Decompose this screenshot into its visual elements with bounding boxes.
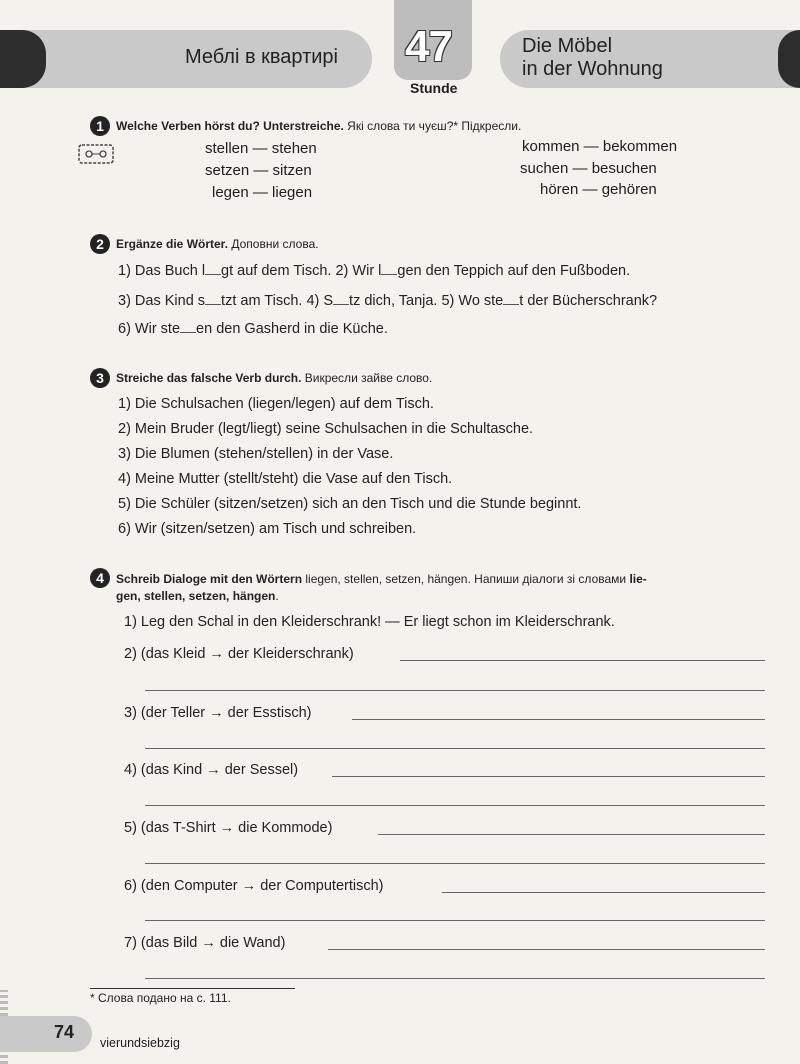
ex4-item-3: 3) (der Teller → der Esstisch) xyxy=(124,705,312,721)
answer-line[interactable] xyxy=(378,834,765,835)
ex3-item-5: 5) Die Schüler (sitzen/setzen) sich an den Tisch und die Stunde beginnt. xyxy=(118,496,582,512)
title-ukrainian: Меблі в квартирі xyxy=(184,46,338,68)
ex1-pair-left-1: stellen — stehen xyxy=(205,140,317,157)
footnote-divider xyxy=(90,988,295,989)
ex1-pair-right-1: kommen — bekommen xyxy=(522,138,678,155)
answer-line[interactable] xyxy=(442,892,765,893)
title-german-line2: in der Wohnung xyxy=(522,58,663,80)
blank[interactable] xyxy=(381,262,397,275)
ex4-item-6: 6) (den Computer → der Computertisch) xyxy=(124,878,384,894)
answer-line[interactable] xyxy=(145,805,765,806)
header-left-accent xyxy=(0,30,46,88)
answer-line[interactable] xyxy=(145,863,765,864)
ex1-pair-left-3: legen — liegen xyxy=(212,184,313,201)
ex3-item-6: 6) Wir (sitzen/setzen) am Tisch und schreiben. xyxy=(118,521,417,537)
exercise-3-number: 3 xyxy=(90,368,110,388)
lesson-label: Stunde xyxy=(410,80,458,96)
blank[interactable] xyxy=(503,292,519,305)
ex2-line-2: 3) Das Kind s tzt am Tisch. 4) S tz dich, Tanja. 5) Wo ste t der Bücherschrank? xyxy=(118,293,658,309)
ex3-item-4: 4) Meine Mutter (stellt/steht) die Vase auf den Tisch. xyxy=(118,471,453,487)
exercise-2-number: 2 xyxy=(90,234,110,254)
exercise-4-number: 4 xyxy=(90,568,110,588)
answer-line[interactable] xyxy=(145,920,765,921)
ex4-item-4: 4) (das Kind → der Sessel) xyxy=(124,762,299,778)
answer-line[interactable] xyxy=(145,748,765,749)
answer-line[interactable] xyxy=(400,660,765,661)
answer-line[interactable] xyxy=(332,776,765,777)
blank[interactable] xyxy=(205,292,221,305)
ex1-pair-left-2: setzen — sitzen xyxy=(205,162,312,179)
ex4-example: 1) Leg den Schal in den Kleiderschrank! — Er liegt schon im Kleiderschrank. xyxy=(124,614,615,630)
exercise-3-instruction: Streiche das falsche Verb durch. Викресли зайве слово. xyxy=(116,371,433,385)
answer-line[interactable] xyxy=(145,690,765,691)
title-german-line1: Die Möbel xyxy=(522,35,613,57)
ex4-item-5: 5) (das T-Shirt → die Kommode) xyxy=(124,820,333,836)
ex1-pair-right-3: hören — gehören xyxy=(540,181,657,198)
title-german xyxy=(522,35,663,81)
ex2-line-3: 6) Wir ste en den Gasherd in die Küche. xyxy=(118,321,388,337)
exercise-2-instruction: Ergänze die Wörter. Доповни слова. xyxy=(116,237,319,251)
blank[interactable] xyxy=(333,292,349,305)
blank[interactable] xyxy=(180,320,196,333)
ex1-pair-right-2: suchen — besuchen xyxy=(520,160,657,177)
ex3-item-1: 1) Die Schulsachen (liegen/legen) auf dem Tisch. xyxy=(118,396,434,412)
exercise-4-instruction: Schreib Dialoge mit den Wörtern liegen, stellen, setzen, hängen. Напиши діалоги зі словами lie- gen, stellen, setzen, hängen. xyxy=(116,572,647,603)
blank[interactable] xyxy=(205,262,221,275)
exercise-1-instruction: Welche Verben hörst du? Unterstreiche. Які слова ти чуєш?* Підкресли. xyxy=(116,119,522,133)
cassette-icon xyxy=(78,142,114,166)
ex2-line-1: 1) Das Buch l gt auf dem Tisch. 2) Wir l gen den Teppich auf den Fußboden. xyxy=(118,263,631,279)
ex4-item-2: 2) (das Kleid → der Kleiderschrank) xyxy=(124,646,354,662)
answer-line[interactable] xyxy=(328,949,765,950)
ex3-item-2: 2) Mein Bruder (legt/liegt) seine Schulsachen in die Schultasche. xyxy=(118,421,534,437)
header-right-banner xyxy=(500,30,800,88)
footnote: * Слова подано на с. 111. xyxy=(90,991,231,1005)
ex4-item-7: 7) (das Bild → die Wand) xyxy=(124,935,286,951)
lesson-number: 47 xyxy=(405,22,452,71)
page-number-tab xyxy=(0,1016,92,1052)
ex3-item-3: 3) Die Blumen (stehen/stellen) in der Vase. xyxy=(118,446,394,462)
page-number: 74 xyxy=(54,1022,75,1042)
exercise-1-number: 1 xyxy=(90,116,110,136)
header-left-banner xyxy=(0,30,372,88)
page-number-words: vierundsiebzig xyxy=(100,1036,180,1050)
header-right-accent xyxy=(778,30,800,88)
answer-line[interactable] xyxy=(352,719,765,720)
answer-line[interactable] xyxy=(145,978,765,979)
